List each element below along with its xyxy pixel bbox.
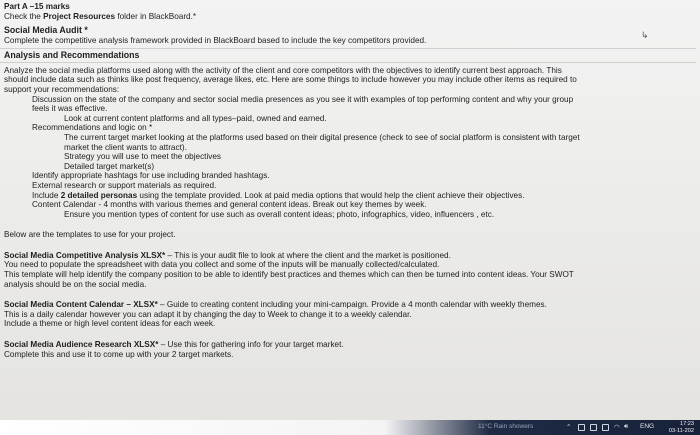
list-item <box>4 95 696 105</box>
list-item-continued <box>4 143 696 153</box>
calendar-title-line <box>4 300 696 310</box>
network-icon[interactable] <box>578 424 585 431</box>
list-item <box>4 152 696 162</box>
look-text: Look at current content platforms and all types–paid, owned and earned. <box>64 113 327 123</box>
audience-title-line <box>4 340 696 350</box>
analysis-intro-1: Analyze the social media platforms used along with the activity of the client and core competitors with the objectives to identify current best approach. This <box>4 65 562 75</box>
calendar-line-2: This is a daily calendar however you can adapt it by changing the day to Week to change it to a weekly calendar. <box>4 309 412 319</box>
list-item <box>4 133 696 143</box>
check-post-text: folder in BlackBoard.* <box>115 11 197 21</box>
personas-pre: Include <box>32 190 61 200</box>
wifi-icon[interactable]: ◠ <box>614 424 620 431</box>
language-indicator[interactable]: ENG <box>640 423 655 430</box>
analysis-intro-2: should include data such as thinks like post frequency, average likes, etc. Here are some things to include however you may include other items as required to <box>4 75 577 85</box>
clock-date: 03-11-202 <box>668 427 694 434</box>
target-text-1: The current target market looking at the platforms used based on their digital presence (check to see of social platform is consistent with target <box>64 132 580 142</box>
competitive-line-2: You need to populate the spreadsheet with data you collect and some of the inputs will be manually collected/calculated. <box>4 260 440 270</box>
audience-title-post: – Use this for gathering info for your target market. <box>158 340 344 350</box>
reco-text: Recommendations and logic on * <box>32 123 153 133</box>
competitive-line-4: analysis should be on the social media. <box>4 279 147 289</box>
discussion-text-2: feels it was effective. <box>32 104 108 114</box>
calendar-title-post: – Guide to creating content including your mini-campaign. Provide a 4 month calendar with weekly themes. <box>157 300 547 310</box>
personas-post: using the template provided. Look at paid media options that would help the client achieve their objectives. <box>137 190 525 200</box>
strategy-text: Strategy you will use to meet the objectives <box>64 152 222 162</box>
mouse-cursor-icon: ↳ <box>641 30 649 40</box>
volume-icon[interactable]: 🔊︎ <box>624 423 629 430</box>
onedrive-icon[interactable] <box>602 424 609 431</box>
check-pre-text: Check the <box>4 11 44 21</box>
competitive-title-line <box>4 251 696 261</box>
hashtags-text: Identify appropriate hashtags for use including branded hashtags. <box>32 171 270 181</box>
target-text-2: market the client wants to attract). <box>64 142 187 152</box>
competitive-line-3: This template will help identify the company position to be able to identify best practices and themes which can then be turned into content ideas. Your SWOT <box>4 270 574 280</box>
list-item <box>4 171 696 181</box>
clock-time: 17:23 <box>680 421 694 427</box>
windows-taskbar <box>0 420 700 435</box>
list-item-continued <box>4 104 696 114</box>
list-item <box>4 114 696 124</box>
analysis-header-bar <box>0 48 696 63</box>
discussion-text-1: Discussion on the state of the company and sector social media presences as you see it with examples of top performing content and why your group <box>32 94 574 104</box>
audit-title: Social Media Audit * <box>4 25 88 36</box>
detailed-target-text: Detailed target market(s) <box>64 161 155 171</box>
calendar-bullet-text: Content Calendar - 4 months with various themes and general content ideas. Break out key themes by week. <box>32 200 427 210</box>
check-resources-line <box>4 12 696 22</box>
clock[interactable] <box>669 421 694 434</box>
audience-line-2: Complete this and use it to come up with your 2 target markets. <box>4 349 234 359</box>
list-item <box>4 210 696 220</box>
audit-text: Complete the competitive analysis framework provided in BlackBoard based to include the key competitors provided. <box>4 35 427 45</box>
chevron-up-icon[interactable]: ⌃ <box>566 424 572 431</box>
templates-intro: Below are the templates to use for your project. <box>4 230 176 240</box>
list-item <box>4 123 696 133</box>
analysis-title: Analysis and Recommendations <box>4 50 140 61</box>
audience-title: Social Media Audience Research XLSX* <box>4 340 159 350</box>
list-item <box>4 191 696 201</box>
weather-widget[interactable]: 11°C Rain showers <box>478 423 534 430</box>
list-item <box>4 200 696 210</box>
calendar-title: Social Media Content Calendar – XLSX* <box>4 300 158 310</box>
calendar-line-3: Include a theme or high level content ideas for each week. <box>4 319 216 329</box>
project-resources-text: Project Resources <box>43 11 116 21</box>
competitive-title: Social Media Competitive Analysis XLSX* <box>4 250 166 260</box>
display-icon[interactable] <box>590 424 597 431</box>
external-text: External research or support materials as required. <box>32 180 217 190</box>
ensure-text: Ensure you mention types of content for use such as overall content ideas; photo, infographics, video, influencers , etc. <box>64 209 495 219</box>
part-title: Part A –15 marks <box>4 2 70 11</box>
list-item <box>4 162 696 172</box>
personas-bold: 2 detailed personas <box>60 190 138 200</box>
analysis-list <box>4 95 696 220</box>
list-item <box>4 181 696 191</box>
analysis-intro-3: support your recommendations: <box>4 84 120 94</box>
competitive-title-post: – This is your audit file to look at where the client and the market is positioned. <box>165 250 451 260</box>
